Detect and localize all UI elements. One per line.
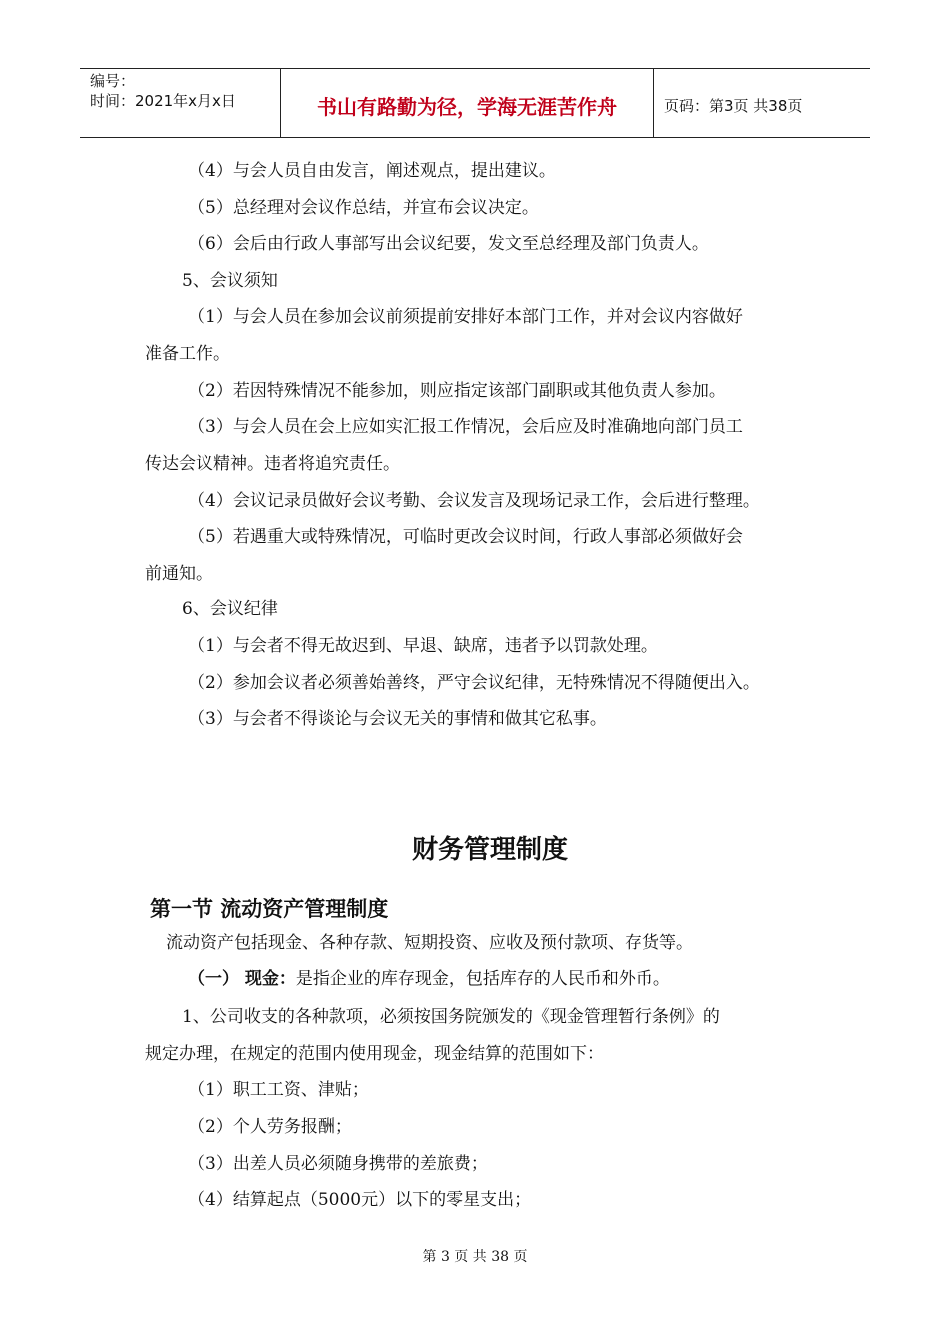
cash-line [188,968,670,990]
finance-line: 规定办理，在规定的范围内使用现金，现金结算的范围如下： [145,1044,604,1064]
header-motto: 书山有路勤为径，学海无涯苦作舟 [281,69,654,137]
meeting-line: （4）与会人员自由发言，阐述观点，提出建议。 [188,161,556,181]
finance-line: （4）结算起点（5000元）以下的零星支出； [188,1190,532,1210]
finance-line: （3）出差人员必须随身携带的差旅费； [188,1154,488,1174]
section-title: 第一节 流动资产管理制度 [150,897,389,921]
meeting-line: （1）与会人员在参加会议前须提前安排好本部门工作，并对会议内容做好 [188,307,743,327]
meeting-line: 准备工作。 [145,344,230,364]
meeting-line: （5）若遇重大或特殊情况，可临时更改会议时间，行政人事部必须做好会 [188,527,743,547]
header-page-info: 页码：第3页 共38页 [664,96,803,115]
cash-definition: 是指企业的库存现金，包括库存的人民币和外币。 [295,969,670,989]
meeting-line: （2）若因特殊情况不能参加，则应指定该部门副职或其他负责人参加。 [188,381,726,401]
finance-line: （1）职工工资、津贴； [188,1080,369,1100]
meeting-subheading: 5、会议须知 [182,271,278,291]
intro-line: 流动资产包括现金、各种存款、短期投资、应收及预付款项、存货等。 [166,933,693,953]
number-label: 编号： [90,72,136,90]
time-label: 时间：2021年x月x日 [90,92,236,110]
page-header [80,68,870,138]
main-title: 财务管理制度 [411,835,568,865]
finance-line: （2）个人劳务报酬； [188,1117,352,1137]
meeting-line: 前通知。 [145,564,213,584]
meeting-line: （3）与会者不得谈论与会议无关的事情和做其它私事。 [188,709,607,729]
meeting-line: （4）会议记录员做好会议考勤、会议发言及现场记录工作，会后进行整理。 [188,491,760,511]
meeting-line: （6）会后由行政人事部写出会议纪要，发文至总经理及部门负责人。 [188,234,709,254]
meeting-line: 传达会议精神。违者将追究责任。 [145,454,400,474]
meeting-line: （1）与会者不得无故迟到、早退、缺席，违者予以罚款处理。 [188,636,658,656]
meeting-line: （5）总经理对会议作总结，并宣布会议决定。 [188,198,539,218]
cash-label: （一） 现金： [188,969,296,989]
header-meta [80,69,281,137]
page-footer: 第 3 页 共 38 页 [422,1249,528,1265]
meeting-line: （3）与会人员在会上应如实汇报工作情况，会后应及时准确地向部门员工 [188,417,743,437]
meeting-subheading: 6、会议纪律 [182,599,278,619]
meeting-line: （2）参加会议者必须善始善终，严守会议纪律，无特殊情况不得随便出入。 [188,673,760,693]
finance-line: 1、公司收支的各种款项，必须按国务院颁发的《现金管理暂行条例》的 [182,1007,720,1027]
